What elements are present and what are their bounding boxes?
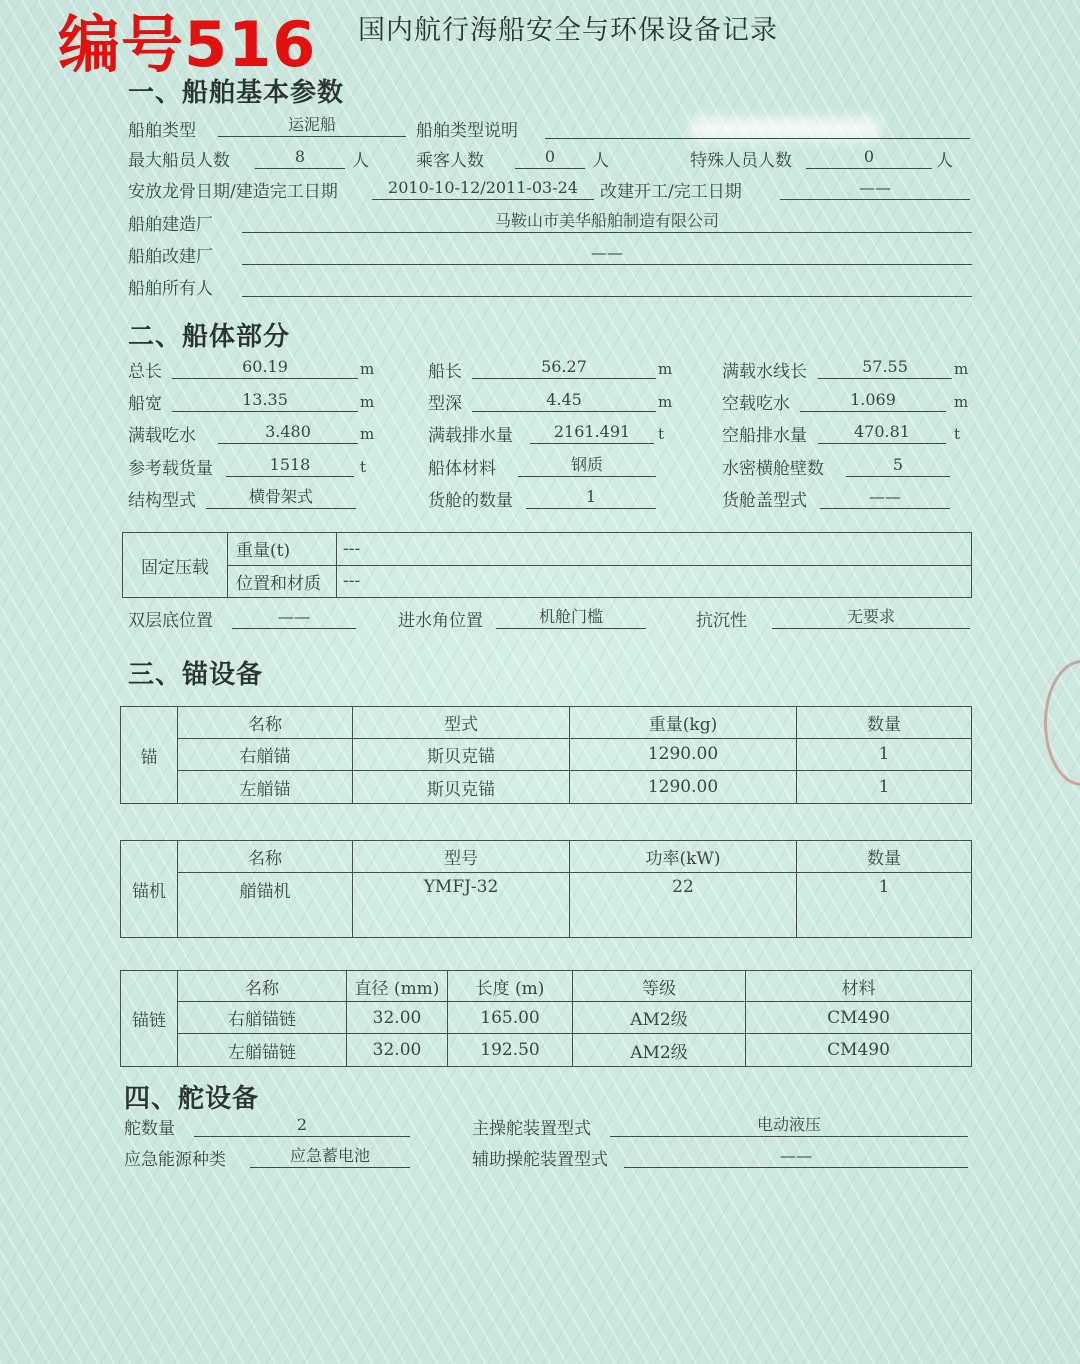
unit-person-2: 人 bbox=[592, 151, 609, 171]
anchor-header-name: 名称 bbox=[178, 707, 353, 739]
section-3-heading: 三、锚设备 bbox=[128, 660, 264, 690]
emerg-value: 应急蓄电池 bbox=[250, 1145, 410, 1168]
holds-value: 1 bbox=[526, 486, 656, 509]
chain-header-name: 名称 bbox=[178, 971, 347, 1002]
wl-label: 满载水线长 bbox=[722, 362, 807, 382]
sink-value: 无要求 bbox=[772, 606, 970, 629]
section-4-heading: 四、舵设备 bbox=[124, 1084, 260, 1114]
cargo-value: 1518 bbox=[226, 454, 354, 477]
anchor-header-weight: 重量(kg) bbox=[570, 707, 797, 739]
bulkheads-value: 5 bbox=[846, 454, 950, 477]
windlass-header-model: 型号 bbox=[353, 841, 570, 873]
chain-header-length: 长度 (m) bbox=[448, 971, 573, 1002]
cell: 左艏锚 bbox=[178, 771, 353, 804]
material-label: 船体材料 bbox=[428, 459, 496, 479]
ship-type-desc-value bbox=[545, 116, 970, 139]
cell: 32.00 bbox=[347, 1034, 448, 1067]
rebuilder-label: 船舶改建厂 bbox=[128, 247, 213, 267]
cell: 1290.00 bbox=[570, 738, 797, 771]
cell: 192.50 bbox=[448, 1034, 573, 1067]
ballast-label: 固定压载 bbox=[123, 533, 228, 598]
ballast-pos-value: --- bbox=[337, 565, 972, 598]
section-1-heading: 一、船舶基本参数 bbox=[128, 78, 345, 108]
cell: 165.00 bbox=[448, 1002, 573, 1034]
passengers-label: 乘客人数 bbox=[416, 151, 484, 171]
windlass-header-name: 名称 bbox=[178, 841, 353, 873]
main-gear-value: 电动液压 bbox=[610, 1114, 968, 1137]
cell: 1 bbox=[797, 771, 972, 804]
chain-table bbox=[120, 970, 972, 1067]
rebuilder-value: —— bbox=[242, 242, 972, 265]
anchor-header-type: 型式 bbox=[353, 707, 570, 739]
structure-label: 结构型式 bbox=[128, 491, 196, 511]
cell: 斯贝克锚 bbox=[353, 738, 570, 771]
unit-t-2: t bbox=[954, 425, 961, 443]
table-row bbox=[121, 771, 972, 804]
rebuild-value: —— bbox=[780, 177, 970, 200]
unit-m-1: m bbox=[360, 360, 375, 378]
anchor-header-qty: 数量 bbox=[797, 707, 972, 739]
breadth-label: 船宽 bbox=[128, 394, 162, 414]
builder-value: 马鞍山市美华船舶制造有限公司 bbox=[242, 210, 972, 233]
main-gear-label: 主操舵装置型式 bbox=[472, 1119, 591, 1139]
unit-m-6: m bbox=[954, 393, 969, 411]
cell: 艏锚机 bbox=[178, 873, 353, 938]
cell: AM2级 bbox=[573, 1034, 746, 1067]
emerg-label: 应急能源种类 bbox=[124, 1150, 226, 1170]
seal-stamp bbox=[1044, 660, 1080, 786]
ballast-weight-value: --- bbox=[337, 533, 972, 566]
builder-label: 船舶建造厂 bbox=[128, 215, 213, 235]
ballast-table bbox=[122, 532, 972, 598]
lbp-label: 船长 bbox=[428, 362, 462, 382]
table-row bbox=[121, 1034, 972, 1067]
unit-person-3: 人 bbox=[936, 151, 953, 171]
rebuild-label: 改建开工/完工日期 bbox=[600, 182, 742, 202]
cell: 右艏锚链 bbox=[178, 1002, 347, 1034]
cell: 22 bbox=[570, 873, 797, 938]
unit-m-4: m bbox=[360, 393, 375, 411]
section-2-heading: 二、船体部分 bbox=[128, 322, 291, 352]
aux-gear-label: 辅助操舵装置型式 bbox=[472, 1150, 608, 1170]
light-draft-label: 空载吃水 bbox=[722, 394, 790, 414]
dbl-value: —— bbox=[232, 606, 356, 629]
cell: CM490 bbox=[746, 1034, 972, 1067]
full-disp-value: 2161.491 bbox=[530, 421, 654, 444]
max-crew-value: 8 bbox=[255, 146, 345, 169]
owner-value bbox=[242, 274, 972, 297]
dbl-label: 双层底位置 bbox=[128, 611, 213, 631]
number-stamp: 编号516 bbox=[58, 8, 317, 81]
ballast-pos-label: 位置和材质 bbox=[228, 565, 337, 598]
cell: 斯贝克锚 bbox=[353, 771, 570, 804]
ship-type-desc-label: 船舶类型说明 bbox=[416, 121, 518, 141]
cell: 1 bbox=[797, 873, 972, 938]
owner-label: 船舶所有人 bbox=[128, 279, 213, 299]
chain-header-diameter: 直径 (mm) bbox=[347, 971, 448, 1002]
structure-value: 横骨架式 bbox=[206, 486, 356, 509]
hatch-value: —— bbox=[820, 486, 950, 509]
anchor-group-label: 锚 bbox=[121, 707, 178, 804]
cell: CM490 bbox=[746, 1002, 972, 1034]
cell: YMFJ-32 bbox=[353, 873, 570, 938]
lbp-value: 56.27 bbox=[472, 356, 656, 379]
table-row bbox=[121, 873, 972, 938]
chain-group-label: 锚链 bbox=[121, 971, 178, 1067]
chain-header-material: 材料 bbox=[746, 971, 972, 1002]
flood-label: 进水角位置 bbox=[398, 611, 483, 631]
light-draft-value: 1.069 bbox=[800, 389, 946, 412]
table-row bbox=[121, 1002, 972, 1034]
unit-t-3: t bbox=[360, 458, 367, 476]
unit-m-3: m bbox=[954, 360, 969, 378]
unit-person-1: 人 bbox=[352, 151, 369, 171]
unit-m-5: m bbox=[658, 393, 673, 411]
chain-header-grade: 等级 bbox=[573, 971, 746, 1002]
keel-label: 安放龙骨日期/建造完工日期 bbox=[128, 182, 338, 202]
rudders-value: 2 bbox=[194, 1114, 410, 1137]
breadth-value: 13.35 bbox=[172, 389, 358, 412]
max-crew-label: 最大船员人数 bbox=[128, 151, 230, 171]
cell: 32.00 bbox=[347, 1002, 448, 1034]
cell: 右艏锚 bbox=[178, 738, 353, 771]
loa-label: 总长 bbox=[128, 362, 162, 382]
windlass-header-power: 功率(kW) bbox=[570, 841, 797, 873]
unit-t-1: t bbox=[658, 425, 665, 443]
cell: AM2级 bbox=[573, 1002, 746, 1034]
special-label: 特殊人员人数 bbox=[690, 151, 792, 171]
keel-value: 2010-10-12/2011-03-24 bbox=[372, 177, 594, 200]
cell: 1 bbox=[797, 738, 972, 771]
wl-value: 57.55 bbox=[818, 356, 952, 379]
flood-value: 机舱门槛 bbox=[496, 606, 646, 629]
depth-label: 型深 bbox=[428, 394, 462, 414]
special-value: 0 bbox=[806, 146, 932, 169]
ship-type-value: 运泥船 bbox=[218, 114, 406, 137]
holds-label: 货舱的数量 bbox=[428, 491, 513, 511]
depth-value: 4.45 bbox=[472, 389, 656, 412]
full-draft-value: 3.480 bbox=[218, 421, 358, 444]
light-disp-value: 470.81 bbox=[818, 421, 946, 444]
bulkheads-label: 水密横舱壁数 bbox=[722, 459, 824, 479]
material-value: 钢质 bbox=[518, 454, 656, 477]
rudders-label: 舵数量 bbox=[124, 1119, 175, 1139]
ship-type-label: 船舶类型 bbox=[128, 121, 196, 141]
unit-m-2: m bbox=[658, 360, 673, 378]
cell: 1290.00 bbox=[570, 771, 797, 804]
loa-value: 60.19 bbox=[172, 356, 358, 379]
ballast-weight-label: 重量(t) bbox=[228, 533, 337, 566]
full-disp-label: 满载排水量 bbox=[428, 426, 513, 446]
cargo-label: 参考载货量 bbox=[128, 459, 213, 479]
windlass-group-label: 锚机 bbox=[121, 841, 178, 938]
hatch-label: 货舱盖型式 bbox=[722, 491, 807, 511]
passengers-value: 0 bbox=[515, 146, 585, 169]
full-draft-label: 满载吃水 bbox=[128, 426, 196, 446]
anchor-table bbox=[120, 706, 972, 804]
windlass-header-qty: 数量 bbox=[797, 841, 972, 873]
unit-m-7: m bbox=[360, 425, 375, 443]
document-title: 国内航行海船安全与环保设备记录 bbox=[358, 15, 778, 46]
sink-label: 抗沉性 bbox=[696, 611, 747, 631]
light-disp-label: 空船排水量 bbox=[722, 426, 807, 446]
cell: 左艏锚链 bbox=[178, 1034, 347, 1067]
aux-gear-value: —— bbox=[624, 1145, 968, 1168]
table-row bbox=[121, 738, 972, 771]
windlass-table bbox=[120, 840, 972, 938]
